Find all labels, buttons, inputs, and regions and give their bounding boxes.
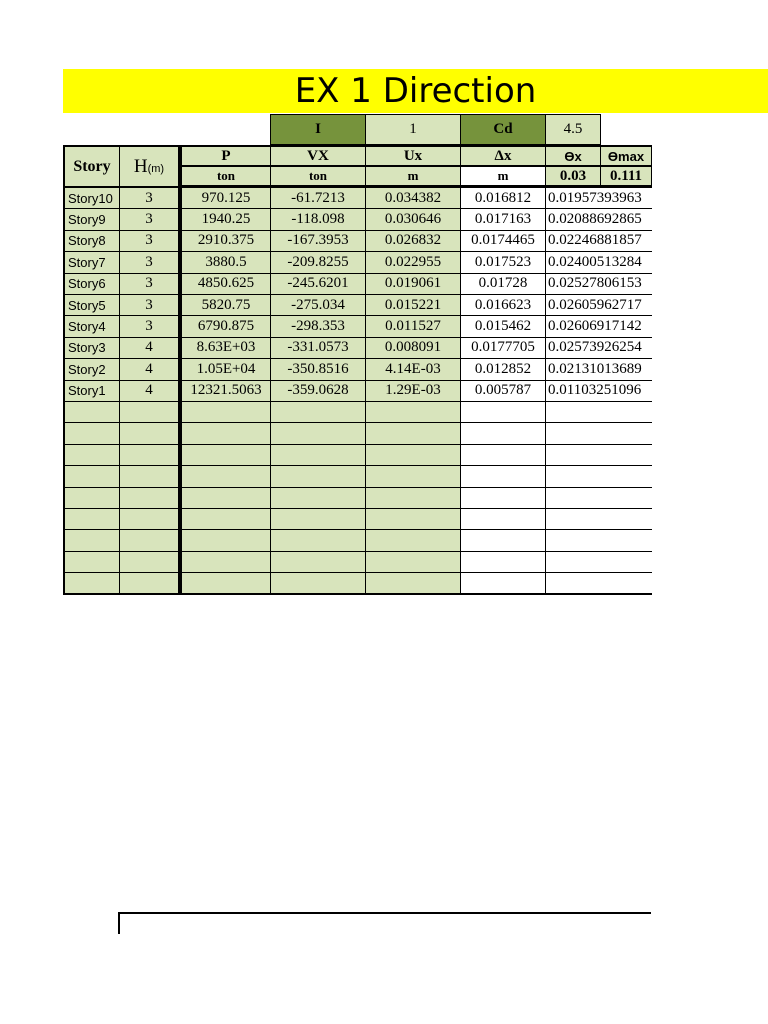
- height-cell[interactable]: 4: [119, 358, 180, 380]
- theta-cell-empty[interactable]: [545, 401, 652, 423]
- theta-cell[interactable]: 0.02573926254: [545, 337, 652, 359]
- ux-cell-empty[interactable]: [365, 529, 461, 551]
- height-cell-empty[interactable]: [119, 444, 180, 466]
- story-cell-empty[interactable]: [63, 508, 120, 530]
- story-cell[interactable]: Story3: [63, 337, 120, 359]
- p-cell[interactable]: 3880.5: [180, 251, 271, 273]
- ux-cell[interactable]: 0.008091: [365, 337, 461, 359]
- dx-cell[interactable]: 0.005787: [460, 380, 546, 402]
- theta-cell[interactable]: 0.02605962717: [545, 294, 652, 316]
- vx-cell-empty[interactable]: [270, 487, 366, 509]
- theta-cell[interactable]: 0.01103251096: [545, 380, 652, 402]
- story-cell-empty[interactable]: [63, 444, 120, 466]
- height-cell-empty[interactable]: [119, 401, 180, 423]
- height-cell-empty[interactable]: [119, 487, 180, 509]
- ux-cell-empty[interactable]: [365, 465, 461, 487]
- vx-cell[interactable]: -209.8255: [270, 251, 366, 273]
- height-cell[interactable]: 3: [119, 208, 180, 230]
- ux-cell[interactable]: 4.14E-03: [365, 358, 461, 380]
- dx-cell[interactable]: 0.017523: [460, 251, 546, 273]
- p-cell-empty[interactable]: [180, 487, 271, 509]
- theta-cell-empty[interactable]: [545, 508, 652, 530]
- p-cell[interactable]: 970.125: [180, 187, 271, 209]
- ux-cell[interactable]: 0.019061: [365, 273, 461, 295]
- vx-cell[interactable]: -61.7213: [270, 187, 366, 209]
- p-cell[interactable]: 12321.5063: [180, 380, 271, 402]
- story-cell-empty[interactable]: [63, 401, 120, 423]
- story-cell[interactable]: Story9: [63, 208, 120, 230]
- header-ux: Ux: [365, 145, 461, 166]
- header-story: Story: [63, 145, 120, 187]
- dx-cell-empty[interactable]: [460, 508, 546, 530]
- dx-cell-empty[interactable]: [460, 444, 546, 466]
- theta-cell-empty[interactable]: [545, 551, 652, 573]
- vx-cell[interactable]: -359.0628: [270, 380, 366, 402]
- footer-border-line: [118, 912, 651, 914]
- dx-cell[interactable]: 0.017163: [460, 208, 546, 230]
- ux-cell-empty[interactable]: [365, 487, 461, 509]
- height-cell[interactable]: 3: [119, 315, 180, 337]
- theta-cell-empty[interactable]: [545, 422, 652, 444]
- p-cell-empty[interactable]: [180, 465, 271, 487]
- p-cell-empty[interactable]: [180, 508, 271, 530]
- p-cell-empty[interactable]: [180, 551, 271, 573]
- header-dx: Δx: [460, 145, 546, 166]
- vx-cell-empty[interactable]: [270, 551, 366, 573]
- story-cell[interactable]: Story5: [63, 294, 120, 316]
- theta-max-limit: 0.111: [600, 166, 652, 187]
- vx-cell-empty[interactable]: [270, 508, 366, 530]
- p-cell-empty[interactable]: [180, 572, 271, 594]
- height-cell-empty[interactable]: [119, 551, 180, 573]
- theta-cell[interactable]: 0.02606917142: [545, 315, 652, 337]
- story-cell-empty[interactable]: [63, 465, 120, 487]
- p-cell[interactable]: 8.63E+03: [180, 337, 271, 359]
- dx-cell-empty[interactable]: [460, 401, 546, 423]
- story-cell[interactable]: Story2: [63, 358, 120, 380]
- vx-cell-empty[interactable]: [270, 529, 366, 551]
- dx-cell[interactable]: 0.01728: [460, 273, 546, 295]
- dx-cell[interactable]: 0.015462: [460, 315, 546, 337]
- vx-cell[interactable]: -350.8516: [270, 358, 366, 380]
- p-cell[interactable]: 2910.375: [180, 230, 271, 252]
- theta-cell-empty[interactable]: [545, 487, 652, 509]
- ux-cell-empty[interactable]: [365, 422, 461, 444]
- theta-cell-empty[interactable]: [545, 572, 652, 594]
- p-cell[interactable]: 6790.875: [180, 315, 271, 337]
- dx-cell-empty[interactable]: [460, 487, 546, 509]
- story-cell[interactable]: Story1: [63, 380, 120, 402]
- unit-p: ton: [180, 166, 271, 187]
- ux-cell-empty[interactable]: [365, 508, 461, 530]
- story-cell[interactable]: Story10: [63, 187, 120, 209]
- p-cell[interactable]: 1940.25: [180, 208, 271, 230]
- p-cell-empty[interactable]: [180, 529, 271, 551]
- ux-cell[interactable]: 0.026832: [365, 230, 461, 252]
- height-cell-empty[interactable]: [119, 572, 180, 594]
- theta-cell[interactable]: 0.02527806153: [545, 273, 652, 295]
- ux-cell-empty[interactable]: [365, 551, 461, 573]
- story-cell[interactable]: Story4: [63, 315, 120, 337]
- theta-cell[interactable]: 0.01957393963: [545, 187, 652, 209]
- story-cell-empty[interactable]: [63, 572, 120, 594]
- theta-cell-empty[interactable]: [545, 465, 652, 487]
- unit-dx: m: [460, 166, 546, 187]
- story-cell[interactable]: Story6: [63, 273, 120, 295]
- ux-cell[interactable]: 0.011527: [365, 315, 461, 337]
- story-cell[interactable]: Story8: [63, 230, 120, 252]
- p-cell-empty[interactable]: [180, 444, 271, 466]
- vx-cell[interactable]: -298.353: [270, 315, 366, 337]
- param-i-label[interactable]: I: [270, 114, 366, 145]
- theta-cell[interactable]: 0.02131013689: [545, 358, 652, 380]
- p-cell-empty[interactable]: [180, 401, 271, 423]
- header-height-unit: (m): [147, 162, 165, 175]
- ux-cell[interactable]: 0.034382: [365, 187, 461, 209]
- height-cell[interactable]: 3: [119, 187, 180, 209]
- dx-cell-empty[interactable]: [460, 551, 546, 573]
- param-cd-label[interactable]: Cd: [460, 114, 546, 145]
- height-cell[interactable]: 3: [119, 230, 180, 252]
- unit-ux: m: [365, 166, 461, 187]
- unit-vx: ton: [270, 166, 366, 187]
- story-cell-empty[interactable]: [63, 487, 120, 509]
- p-cell[interactable]: 1.05E+04: [180, 358, 271, 380]
- p-cell[interactable]: 4850.625: [180, 273, 271, 295]
- height-cell[interactable]: 3: [119, 294, 180, 316]
- dx-cell-empty[interactable]: [460, 529, 546, 551]
- height-cell[interactable]: 3: [119, 273, 180, 295]
- ux-cell[interactable]: 0.030646: [365, 208, 461, 230]
- story-cell-empty[interactable]: [63, 551, 120, 573]
- dx-cell-empty[interactable]: [460, 465, 546, 487]
- ux-cell-empty[interactable]: [365, 572, 461, 594]
- height-cell[interactable]: 3: [119, 251, 180, 273]
- header-vx: VX: [270, 145, 366, 166]
- height-cell-empty[interactable]: [119, 508, 180, 530]
- height-cell-empty[interactable]: [119, 422, 180, 444]
- p-cell[interactable]: 5820.75: [180, 294, 271, 316]
- dx-cell[interactable]: 0.016812: [460, 187, 546, 209]
- theta-cell[interactable]: 0.02246881857: [545, 230, 652, 252]
- height-cell-empty[interactable]: [119, 465, 180, 487]
- title-banner: [63, 69, 768, 113]
- header-height: [119, 145, 180, 187]
- p-cell-empty[interactable]: [180, 422, 271, 444]
- theta-cell[interactable]: 0.02088692865: [545, 208, 652, 230]
- height-cell[interactable]: 4: [119, 380, 180, 402]
- param-cd-value[interactable]: 4.5: [545, 114, 601, 145]
- vx-cell-empty[interactable]: [270, 401, 366, 423]
- theta-cell-empty[interactable]: [545, 529, 652, 551]
- vx-cell-empty[interactable]: [270, 422, 366, 444]
- theta-x-limit: 0.03: [545, 166, 601, 187]
- ux-cell[interactable]: 0.022955: [365, 251, 461, 273]
- header-theta-x: ϴx: [545, 145, 601, 166]
- ux-cell-empty[interactable]: [365, 401, 461, 423]
- vx-cell[interactable]: -331.0573: [270, 337, 366, 359]
- header-theta-max: ϴmax: [600, 145, 652, 166]
- dx-cell[interactable]: 0.0177705: [460, 337, 546, 359]
- dx-cell-empty[interactable]: [460, 422, 546, 444]
- story-cell[interactable]: Story7: [63, 251, 120, 273]
- story-cell-empty[interactable]: [63, 422, 120, 444]
- footer-border-tick: [118, 912, 120, 934]
- theta-cell-empty[interactable]: [545, 444, 652, 466]
- theta-cell[interactable]: 0.02400513284: [545, 251, 652, 273]
- height-cell-empty[interactable]: [119, 529, 180, 551]
- dx-cell[interactable]: 0.0174465: [460, 230, 546, 252]
- ux-cell[interactable]: 1.29E-03: [365, 380, 461, 402]
- vx-cell[interactable]: -167.3953: [270, 230, 366, 252]
- header-height-symbol: H: [133, 155, 148, 177]
- dx-cell-empty[interactable]: [460, 572, 546, 594]
- page-title: EX 1 Direction: [294, 71, 537, 111]
- ux-cell[interactable]: 0.015221: [365, 294, 461, 316]
- param-i-value[interactable]: 1: [365, 114, 461, 145]
- vx-cell-empty[interactable]: [270, 465, 366, 487]
- vx-cell-empty[interactable]: [270, 444, 366, 466]
- vx-cell-empty[interactable]: [270, 572, 366, 594]
- height-cell[interactable]: 4: [119, 337, 180, 359]
- dx-cell[interactable]: 0.016623: [460, 294, 546, 316]
- header-p: P: [180, 145, 271, 166]
- vx-cell[interactable]: -245.6201: [270, 273, 366, 295]
- ux-cell-empty[interactable]: [365, 444, 461, 466]
- dx-cell[interactable]: 0.012852: [460, 358, 546, 380]
- story-cell-empty[interactable]: [63, 529, 120, 551]
- vx-cell[interactable]: -118.098: [270, 208, 366, 230]
- vx-cell[interactable]: -275.034: [270, 294, 366, 316]
